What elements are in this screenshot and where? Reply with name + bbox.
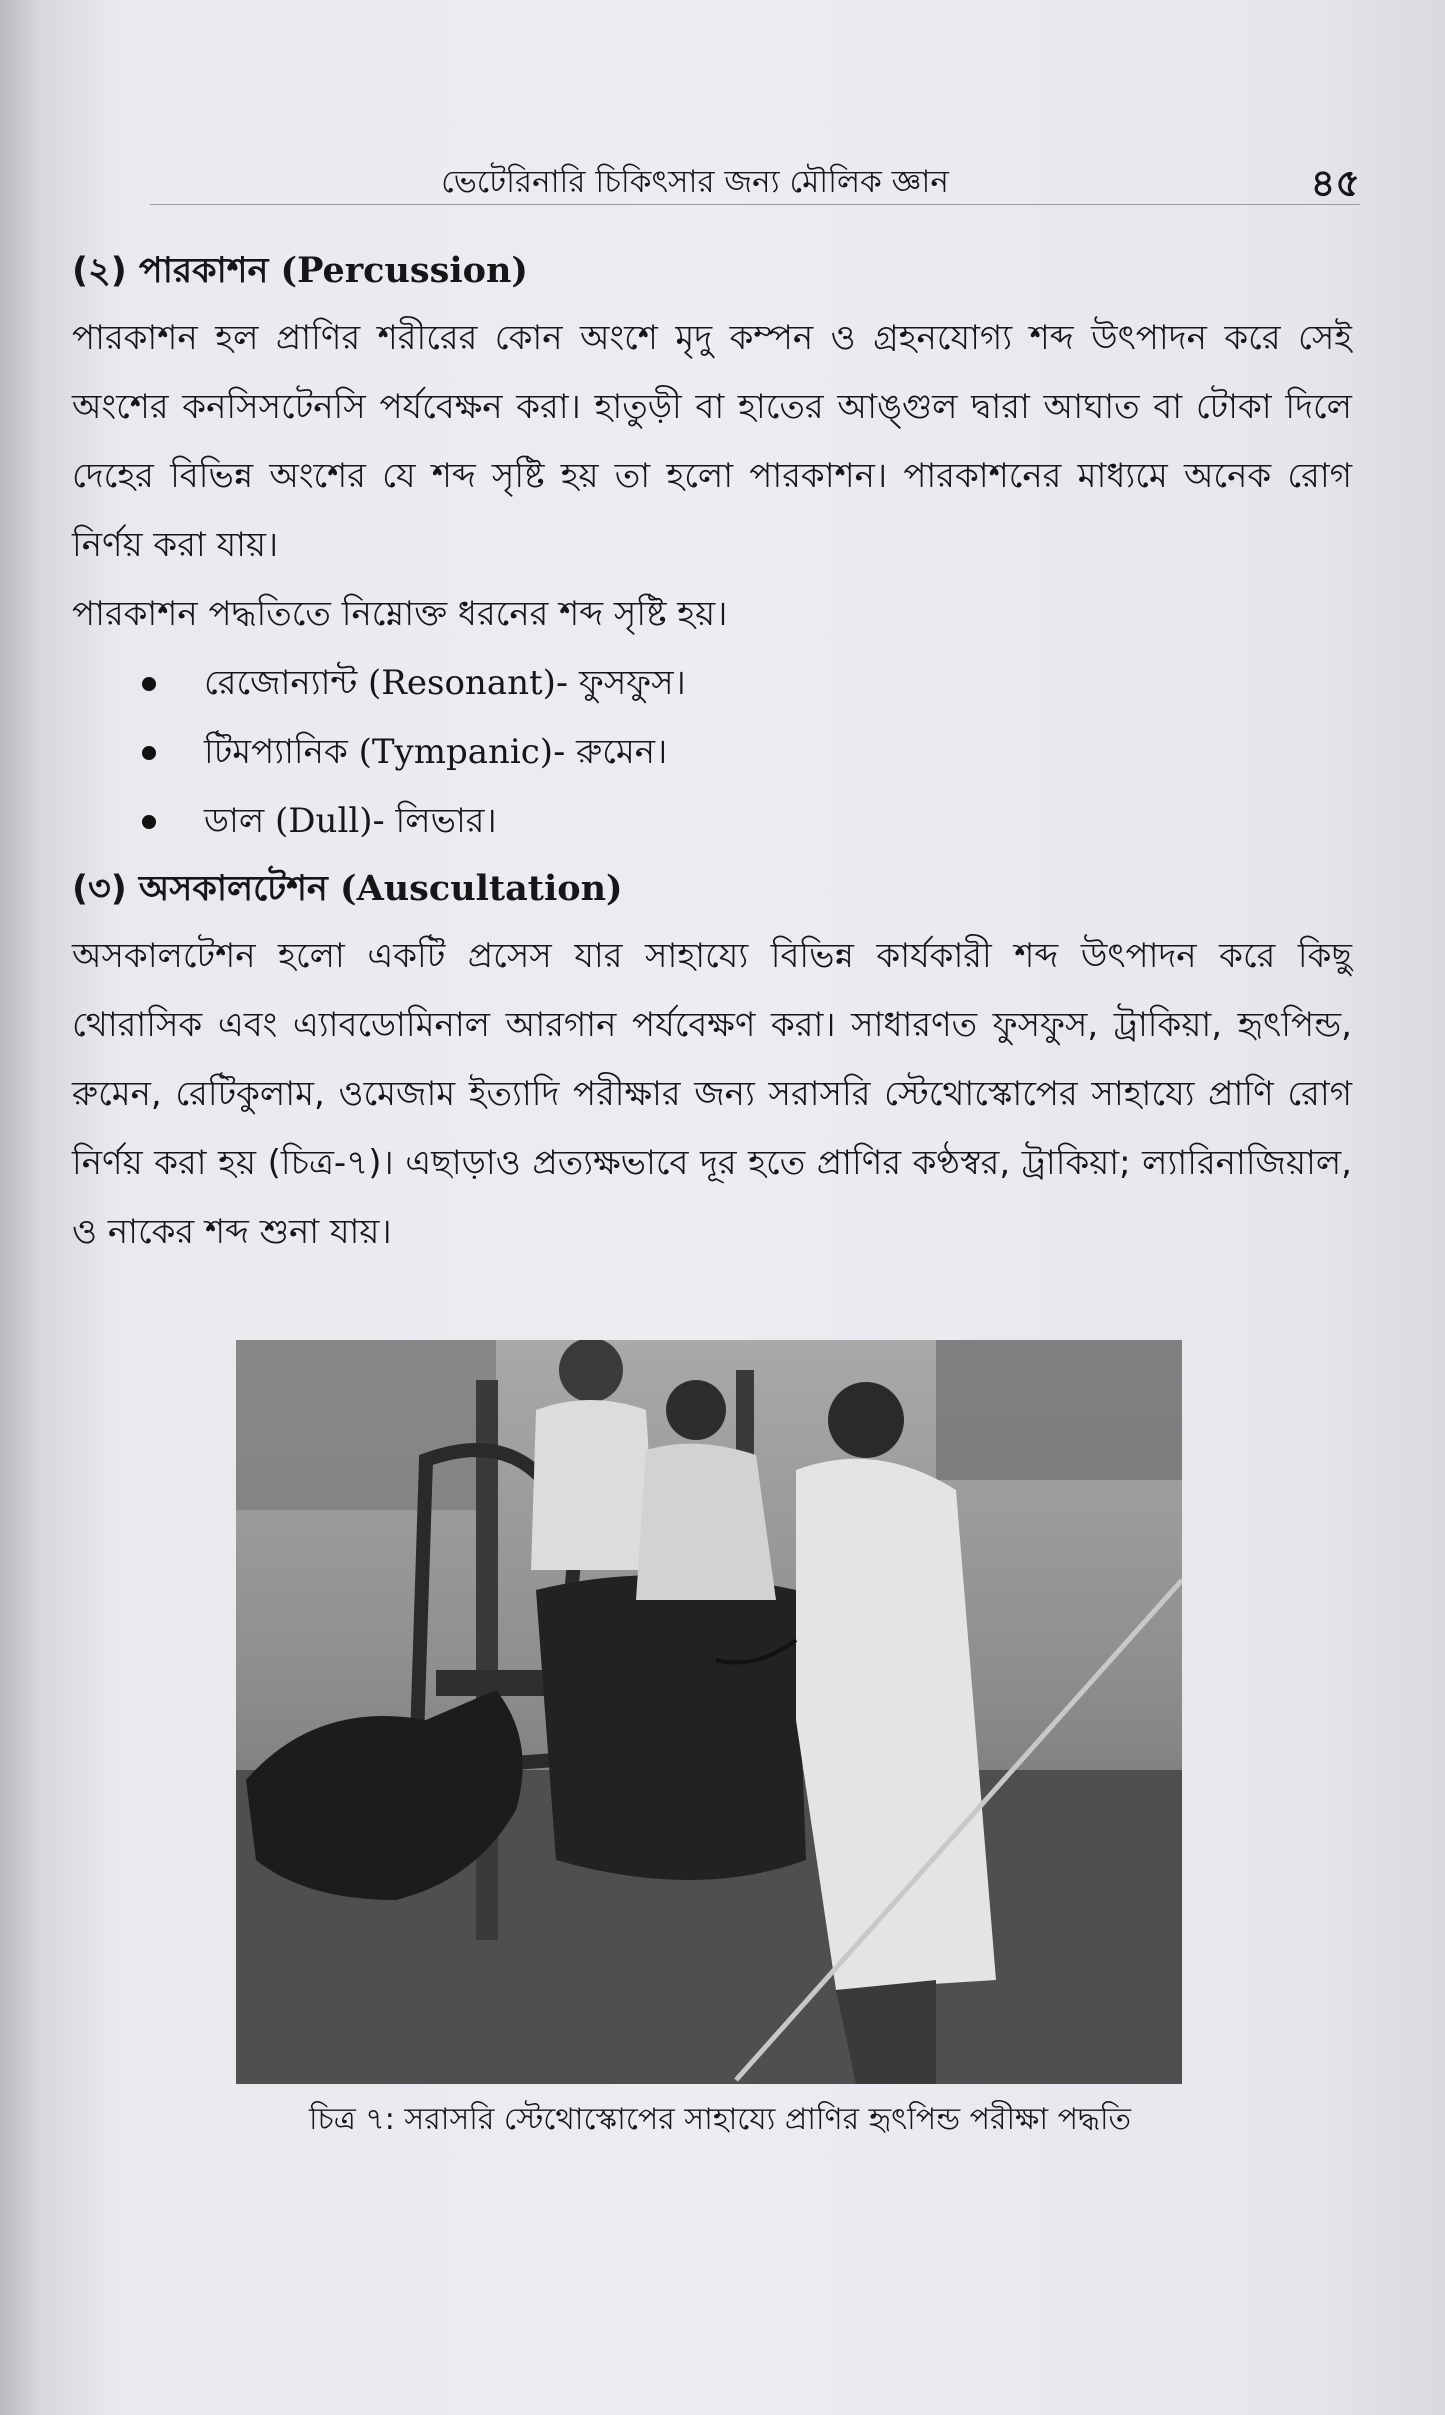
bullet-icon [142, 815, 156, 829]
background-trees [236, 1340, 496, 1510]
student2-head [666, 1380, 726, 1440]
percussion-intro-line: পারকাশন পদ্ধতিতে নিম্নোক্ত ধরনের শব্দ সৃষ্টি হয়। [72, 594, 728, 634]
figure-caption: চিত্র ৭: সরাসরি স্টেথোস্কোপের সাহায্যে প্রাণির হৃৎপিন্ড পরীক্ষা পদ্ধতি [308, 2102, 1132, 2137]
list-item-rest: - লিভার। [372, 801, 497, 841]
percussion-paragraph: পারকাশন হল প্রাণির শরীরের কোন অংশে মৃদু কম্পন ও গ্রহনযোগ্য শব্দ উৎপাদন করে সেই অংশের কনসিসটেনসি পর্যবেক্ষন করা। হাতুড়ী বা হাতের আঙ্গুল দ্বারা আঘাত বা টোকা দিলে দেহের বিভিন্ন অংশের যে শব্দ সৃষ্টি হয় তা হলো পারকাশন। পারকাশনের মাধ্যমে অনেক রোগ নির্ণয় করা যায়। [72, 318, 1352, 565]
list-item-latin: (Resonant) [368, 663, 556, 703]
list-item [142, 649, 1352, 718]
bullet-icon [142, 677, 156, 691]
page-content [72, 238, 1352, 1267]
background-trees-right [936, 1340, 1182, 1480]
heading-latin: (Percussion) [280, 250, 528, 291]
figure-photo-stethoscope-exam [236, 1340, 1182, 2084]
list-item-latin: (Dull) [275, 801, 373, 841]
heading-bn: (২) পারকাশন [72, 251, 269, 291]
list-item-rest: - ফুসফুস। [555, 663, 686, 703]
list-item-bn: টিমপ্যানিক [204, 732, 348, 772]
student2-coat [636, 1444, 776, 1600]
section-heading-percussion [72, 238, 1352, 304]
list-item [142, 787, 1352, 856]
page-number: ৪৫ [1310, 161, 1360, 205]
photo-illustration [236, 1340, 1182, 2084]
bullet-icon [142, 746, 156, 760]
list-item-rest: - রুমেন। [553, 732, 668, 772]
list-item-bn: রেজোন্যান্ট [204, 663, 358, 703]
student-head [559, 1340, 623, 1402]
list-item-latin: (Tympanic) [358, 732, 554, 772]
heading-bn: (৩) অসকালটেশন [72, 869, 328, 909]
heading-latin: (Auscultation) [340, 868, 623, 909]
page-header [150, 152, 1360, 212]
list-item-bn: ডাল [204, 801, 265, 841]
auscultation-paragraph: অসকালটেশন হলো একটি প্রসেস যার সাহায্যে বিভিন্ন কার্যকারী শব্দ উৎপাদন করে কিছু থোরাসিক এবং এ্যাবডোমিনাল আরগান পর্যবেক্ষণ করা। সাধারণত ফুসফুস, ট্রাকিয়া, হৃৎপিন্ড, রুমেন, রেটিকুলাম, ওমেজাম ইত্যাদি পরীক্ষার জন্য সরাসরি স্টেথোস্কোপের সাহায্যে প্রাণি রোগ নির্ণয় করা হয় (চিত্র-৭)। এছাড়াও প্রত্যক্ষভাবে দূর হতে প্রাণির কণ্ঠস্বর, ট্রাকিয়া; ল্যারিনাজিয়াল, ও নাকের শব্দ শুনা যায়। [72, 936, 1352, 1252]
examiner-head [828, 1382, 904, 1458]
cow-body [536, 1575, 806, 1880]
header-rule [150, 204, 1360, 205]
percussion-sound-list [72, 649, 1352, 856]
list-item [142, 718, 1352, 787]
student-coat [531, 1400, 656, 1570]
section-heading-auscultation [72, 856, 1352, 922]
running-title: ভেটেরিনারি চিকিৎসার জন্য মৌলিক জ্ঞান [441, 164, 949, 200]
